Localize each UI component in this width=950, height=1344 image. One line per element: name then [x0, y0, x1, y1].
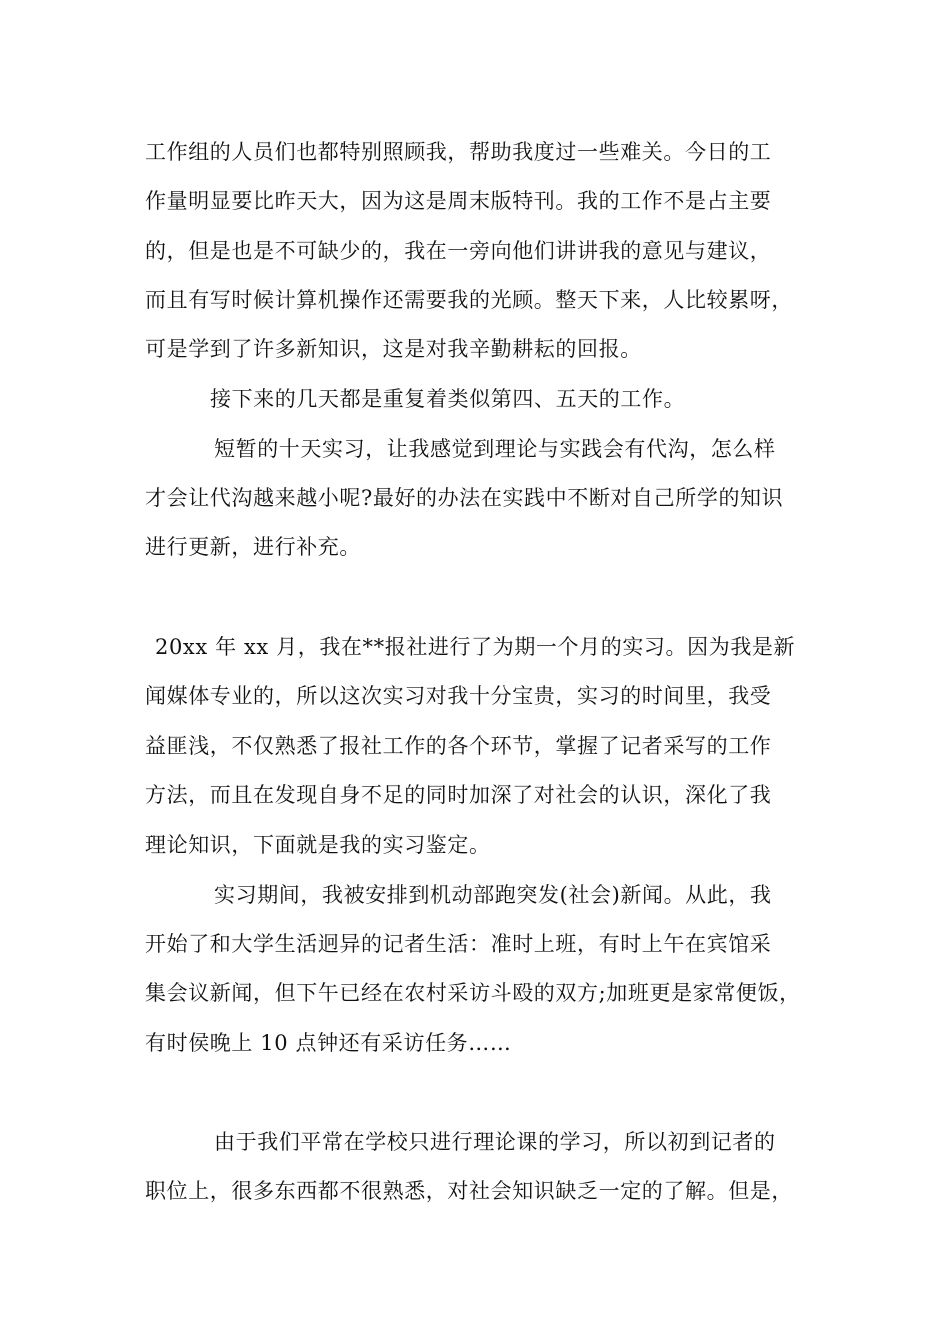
text-line: 接下来的几天都是重复着类似第四、五天的工作。	[210, 387, 686, 411]
text-line: 益匪浅，不仅熟悉了报社工作的各个环节，掌握了记者采写的工作	[145, 734, 772, 758]
text-line: 工作组的人员们也都特别照顾我，帮助我度过一些难关。今日的工	[145, 140, 772, 164]
text-line: 短暂的十天实习，让我感觉到理论与实践会有代沟，怎么样	[214, 437, 776, 461]
text-line: 理论知识，下面就是我的实习鉴定。	[145, 833, 491, 857]
text-line: 20xx 年 xx 月，我在**报社进行了为期一个月的实习。因为我是新	[155, 635, 796, 659]
text-line: 由于我们平常在学校只进行理论课的学习，所以初到记者的	[214, 1130, 776, 1154]
text-line: 而且有写时候计算机操作还需要我的光顾。整天下来，人比较累呀，	[145, 288, 793, 312]
text-line: 的，但是也是不可缺少的，我在一旁向他们讲讲我的意见与建议，	[145, 239, 772, 263]
text-line: 可是学到了许多新知识，这是对我辛勤耕耘的回报。	[145, 337, 642, 361]
text-line: 开始了和大学生活迥异的记者生活：准时上班，有时上午在宾馆采	[145, 932, 772, 956]
text-line: 闻媒体专业的，所以这次实习对我十分宝贵，实习的时间里，我受	[145, 684, 772, 708]
text-line: 有时侯晚上 10 点钟还有采访任务……	[145, 1031, 512, 1055]
text-line: 集会议新闻，但下午已经在农村采访斗殴的双方;加班更是家常便饭，	[145, 981, 801, 1005]
text-line: 职位上，很多东西都不很熟悉，对社会知识缺乏一定的了解。但是，	[145, 1179, 793, 1203]
text-line: 方法，而且在发现自身不足的同时加深了对社会的认识，深化了我	[145, 783, 772, 807]
text-line: 作量明显要比昨天大，因为这是周末版特刊。我的工作不是占主要	[145, 189, 772, 213]
text-line: 进行更新，进行补充。	[145, 535, 361, 559]
text-line: 才会让代沟越来越小呢?最好的办法在实践中不断对自己所学的知识	[145, 486, 784, 510]
text-line: 实习期间，我被安排到机动部跑突发(社会)新闻。从此，我	[214, 883, 772, 907]
